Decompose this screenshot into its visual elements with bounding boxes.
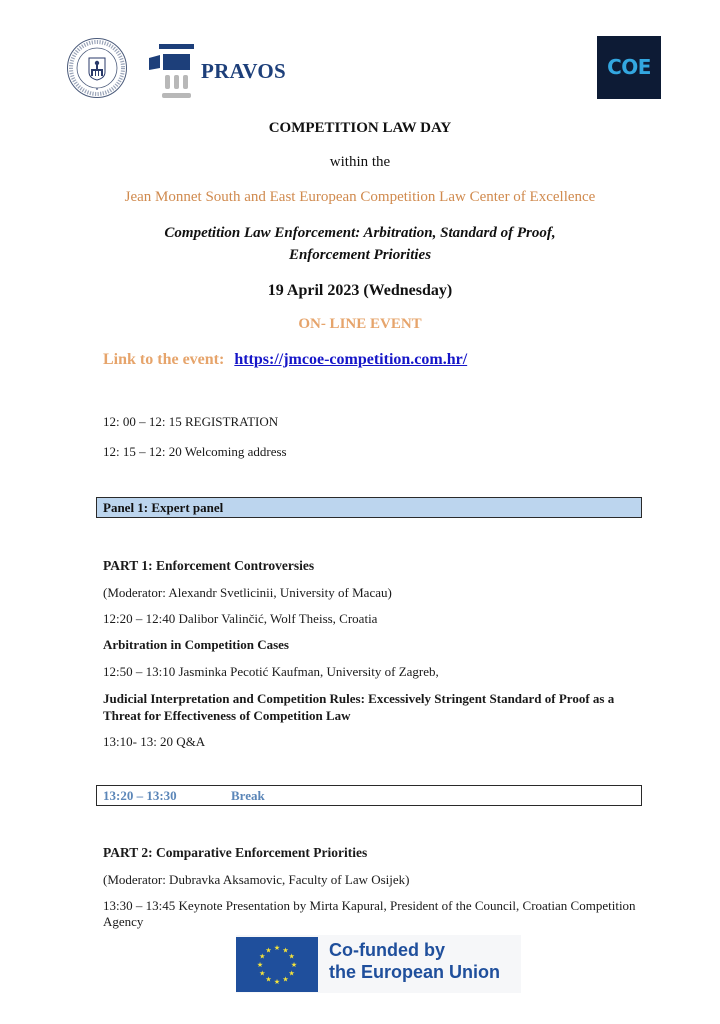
event-link-label: Link to the event:: [103, 351, 225, 368]
event-link[interactable]: https://jmcoe-competition.com.hr/: [234, 351, 468, 368]
panel-header: [96, 497, 642, 518]
coe-logo: [597, 36, 661, 99]
university-seal-logo: [66, 37, 128, 99]
event-subtitle-line1: Competition Law Enforcement: Arbitration, Standard of Proof,: [164, 225, 556, 241]
event-title: COMPETITION LAW DAY: [268, 120, 452, 136]
center-name: Jean Monnet South and East European Competition Law Center of Excellence: [124, 189, 596, 205]
eu-star-icon: ★: [259, 952, 266, 961]
part1-title: PART 1: Enforcement Controversies: [103, 558, 315, 573]
eu-star-icon: ★: [282, 975, 289, 984]
eu-star-icon: ★: [256, 961, 264, 969]
eu-star-icon: ★: [265, 946, 272, 955]
eu-star-icon: ★: [259, 969, 266, 978]
talk1-title: Arbitration in Competition Cases: [103, 637, 289, 652]
break-time: 13:20 – 13:30: [103, 788, 177, 803]
registration-item: 12: 00 – 12: 15 REGISTRATION: [103, 414, 279, 429]
eu-flag-icon: [236, 937, 318, 992]
welcome-item: 12: 15 – 12: 20 Welcoming address: [103, 444, 287, 459]
break-row: [96, 785, 642, 806]
part2-title: PART 2: Comparative Enforcement Priorities: [103, 845, 368, 860]
part2-moderator: (Moderator: Dubravka Aksamovic, Faculty of Law Osijek): [103, 872, 410, 887]
eu-star-icon: ★: [273, 944, 281, 952]
event-subtitle-line2: Enforcement Priorities: [288, 247, 432, 263]
eu-star-icon: ★: [282, 946, 289, 955]
panel-title: Panel 1: Expert panel: [103, 500, 224, 515]
pravos-logo: [149, 42, 289, 100]
pravos-column-icon: [149, 42, 197, 100]
talk2-title: Judicial Interpretation and Competition Rules: Excessively Stringent Standard of Proof as a Threat for Effectiveness of Competition Law: [103, 691, 615, 723]
eu-line2: the European Union: [329, 962, 500, 982]
keynote-item: 13:30 – 13:45 Keynote Presentation by Mirta Kapural, President of the Council, Croatian Competition Agency: [103, 898, 636, 929]
pravos-wordmark: PRAVOS: [201, 59, 287, 83]
coe-wordmark: COE: [607, 55, 651, 79]
within-text: within the: [329, 154, 391, 170]
eu-line1: Co-funded by: [329, 940, 445, 960]
talk1-item: 12:20 – 12:40 Dalibor Valinčić, Wolf Theiss, Croatia: [103, 611, 378, 626]
event-date: 19 April 2023 (Wednesday): [267, 282, 453, 299]
talk2-item: 12:50 – 13:10 Jasminka Pecotić Kaufman, University of Zagreb,: [103, 664, 439, 679]
eu-star-icon: ★: [288, 969, 295, 978]
eu-star-icon: ★: [265, 975, 272, 984]
eu-star-icon: ★: [288, 952, 295, 961]
event-type: ON- LINE EVENT: [298, 316, 422, 332]
break-label: Break: [231, 788, 265, 803]
eu-cofunded-banner: [236, 935, 521, 993]
qa-item: 13:10- 13: 20 Q&A: [103, 734, 206, 749]
eu-cofunded-text: [329, 939, 500, 983]
eu-star-icon: ★: [290, 961, 298, 969]
part1-moderator: (Moderator: Alexandr Svetlicinii, University of Macau): [103, 585, 392, 600]
event-link-row: [103, 351, 467, 369]
eu-star-icon: ★: [273, 978, 281, 986]
university-seal-icon: [66, 37, 128, 99]
